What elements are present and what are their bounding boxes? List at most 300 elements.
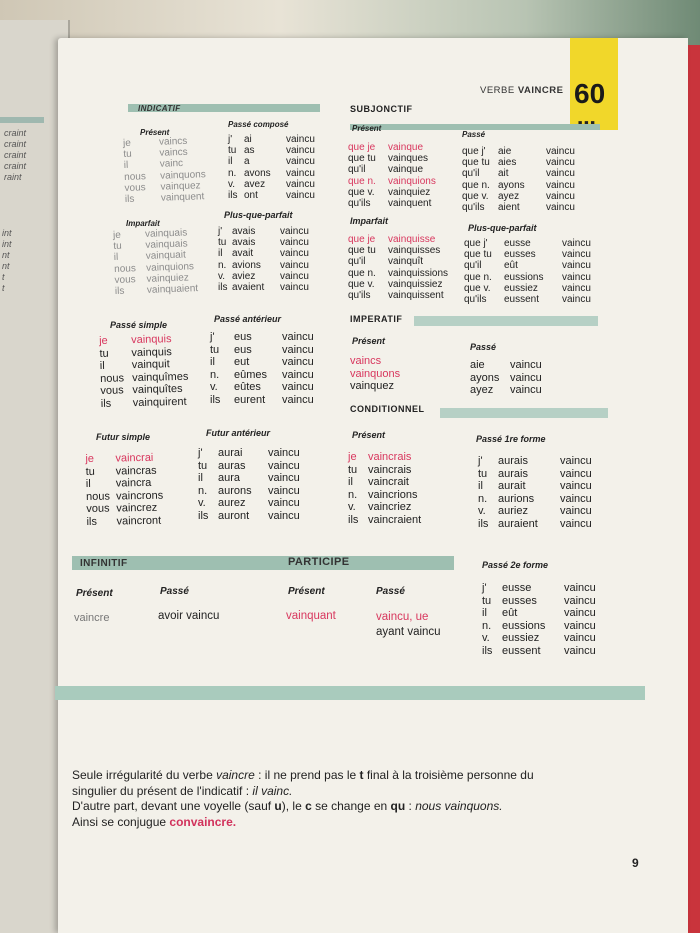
verb-form: vainquissiez bbox=[388, 278, 443, 290]
verb-form: vaincu bbox=[286, 178, 315, 190]
pronoun: v. bbox=[228, 178, 236, 190]
verb-form: vaincrez bbox=[116, 501, 158, 515]
pronoun: ils bbox=[482, 644, 493, 657]
pronoun: tu bbox=[482, 594, 492, 607]
pronoun: il bbox=[99, 359, 105, 373]
verb-form: vaincu bbox=[560, 517, 592, 530]
pronoun: que v. bbox=[464, 282, 491, 294]
inf-passe-value: avoir vaincu bbox=[158, 610, 220, 622]
verb-form: vainquent bbox=[388, 197, 432, 209]
verb-form: vainquions bbox=[388, 175, 436, 187]
pronoun: vous bbox=[124, 182, 146, 194]
left-page-text: raint bbox=[4, 172, 22, 182]
cond-passe2-title: Passé 2e forme bbox=[482, 560, 549, 570]
ind-imparfait-title: Imparfait bbox=[126, 219, 160, 228]
part-passe-label: Passé bbox=[376, 586, 405, 597]
pronoun: qu'il bbox=[464, 260, 482, 272]
pronoun: que n. bbox=[462, 179, 490, 191]
verb-form: vaincu bbox=[562, 249, 591, 261]
verb-form: vaincu bbox=[286, 167, 315, 179]
part-present-value: vainquant bbox=[286, 610, 336, 622]
pronoun: tu bbox=[348, 463, 358, 476]
subj-passe-title: Passé bbox=[462, 130, 486, 139]
verb-form: eûtes bbox=[234, 381, 261, 393]
pronoun: nous bbox=[124, 170, 147, 183]
verb-form: vaincu bbox=[546, 179, 575, 191]
verb-form: a bbox=[244, 156, 250, 168]
note-paragraph bbox=[72, 768, 652, 830]
left-page-text: craint bbox=[4, 150, 27, 160]
imp-present-title: Présent bbox=[352, 336, 386, 346]
inf-present-label: Présent bbox=[76, 588, 113, 599]
verb-form: eussions bbox=[502, 619, 546, 632]
verb-form: vaincs bbox=[350, 355, 382, 367]
verb-form: eussions bbox=[504, 271, 544, 283]
pronoun: que je bbox=[348, 142, 376, 153]
verb-form: vainques bbox=[388, 153, 429, 165]
verb-form: vainque bbox=[388, 164, 424, 176]
pronoun: ils bbox=[478, 517, 489, 530]
verb-form: aura bbox=[218, 472, 241, 484]
verb-form: vaincu bbox=[564, 632, 596, 644]
left-page-text: craint bbox=[4, 128, 27, 138]
pronoun: vous bbox=[100, 384, 124, 397]
pronoun: il bbox=[123, 160, 129, 172]
pronoun: nous bbox=[85, 490, 111, 503]
pronoun: ils bbox=[348, 513, 359, 526]
verb-form: vainquis bbox=[131, 345, 172, 359]
ind-fs-title: Futur simple bbox=[96, 432, 151, 442]
verb-form: vaincu bbox=[560, 505, 592, 517]
verb-form: ayons bbox=[498, 179, 525, 191]
ind-ps-table bbox=[98, 333, 189, 411]
pronoun: ils bbox=[210, 393, 221, 406]
verb-form: vaincriez bbox=[368, 501, 412, 513]
verb-form: vaincu bbox=[560, 492, 592, 505]
pronoun: il bbox=[228, 156, 233, 168]
verb-form: eussiez bbox=[504, 282, 538, 294]
pronoun: qu'ils bbox=[464, 293, 487, 305]
verb-form: avions bbox=[232, 259, 261, 271]
pronoun: il bbox=[85, 477, 91, 491]
verb-form: vaincu bbox=[560, 467, 592, 480]
pronoun: que n. bbox=[348, 175, 376, 187]
verb-form: vainquait bbox=[145, 249, 186, 263]
pronoun: v. bbox=[198, 497, 206, 509]
verb-form: vainquiez bbox=[146, 272, 189, 285]
pronoun: tu bbox=[198, 459, 208, 472]
verb-form: vainquit bbox=[131, 358, 170, 372]
pronoun: ils bbox=[218, 281, 228, 293]
verb-form: vainquons bbox=[159, 168, 206, 182]
pronoun: que v. bbox=[348, 186, 375, 198]
pronoun: que je bbox=[348, 234, 376, 245]
verb-form: vaincrons bbox=[115, 489, 164, 502]
subj-imparfait-title: Imparfait bbox=[350, 216, 389, 226]
pronoun: tu bbox=[478, 467, 488, 480]
part-passe-aux: ayant vaincu bbox=[376, 626, 441, 638]
verb-form: vaincu bbox=[546, 157, 575, 169]
verb-form: vaincront bbox=[116, 514, 162, 527]
pronoun: que n. bbox=[464, 271, 492, 283]
verb-form: vaincu bbox=[564, 607, 596, 619]
pronoun: nous bbox=[114, 262, 137, 275]
verb-form: vaincra bbox=[115, 476, 152, 490]
pronoun: que v. bbox=[348, 278, 375, 290]
pronoun: n. bbox=[348, 488, 358, 501]
pronoun: v. bbox=[482, 632, 490, 644]
ind-fa-title: Futur antérieur bbox=[206, 428, 271, 438]
verb-form: vaincu bbox=[564, 619, 596, 632]
pronoun: je bbox=[122, 137, 132, 150]
verb-form: vaincu bbox=[546, 146, 575, 157]
left-page-text: int bbox=[2, 239, 12, 249]
verb-form: vaincu bbox=[268, 509, 300, 522]
pronoun: qu'il bbox=[462, 168, 480, 180]
verb-form: vaincu bbox=[268, 497, 300, 509]
verb-form: eût bbox=[504, 260, 518, 272]
ind-pc-title: Passé composé bbox=[228, 120, 289, 129]
verb-form: vainquîtes bbox=[132, 382, 183, 397]
verb-form: vaincs bbox=[159, 146, 188, 159]
pronoun: nous bbox=[99, 371, 125, 385]
verb-form: vaincu bbox=[286, 189, 315, 201]
pronoun: vous bbox=[114, 274, 136, 286]
verb-form: vaincu bbox=[280, 248, 309, 260]
verb-form: avons bbox=[244, 167, 271, 179]
verb-form: vaincu bbox=[286, 134, 315, 145]
verb-form: eussiez bbox=[502, 632, 540, 644]
verb-form: vainquissent bbox=[388, 289, 444, 301]
verb-form: vaincu bbox=[268, 447, 300, 459]
verb-form: eussent bbox=[502, 644, 541, 657]
pronoun: tu bbox=[123, 148, 132, 161]
pronoun: il bbox=[482, 607, 487, 619]
verb-form: avais bbox=[232, 237, 256, 249]
verb-form: auras bbox=[218, 459, 246, 472]
left-page-text: nt bbox=[2, 261, 10, 271]
pronoun: que n. bbox=[348, 267, 376, 279]
verb-form: vaincu bbox=[282, 343, 314, 356]
left-page-text: craint bbox=[4, 139, 27, 149]
pronoun: vous bbox=[86, 502, 110, 515]
participe-title: PARTICIPE bbox=[288, 556, 350, 568]
verb-form: vaincu bbox=[510, 384, 542, 396]
verb-number: 60 bbox=[574, 78, 606, 109]
verb-form: vaincu bbox=[510, 371, 542, 384]
left-page-text: nt bbox=[2, 250, 10, 260]
note-line-3: D'autre part, devant une voyelle (sauf u), le c se change en qu : nous vainquons. bbox=[72, 799, 503, 813]
verb-form: vaincu bbox=[510, 359, 542, 371]
pronoun: n. bbox=[210, 368, 220, 381]
pronoun: j' bbox=[198, 447, 203, 459]
verb-form: eut bbox=[234, 356, 250, 368]
verb-form: vaincu bbox=[560, 480, 592, 492]
imp-passe-title: Passé bbox=[470, 342, 497, 352]
ind-present-title: Présent bbox=[140, 128, 170, 137]
verb-form: auraient bbox=[498, 517, 538, 530]
verb-form: aurez bbox=[218, 497, 246, 509]
verb-form: eusses bbox=[502, 594, 537, 607]
part-present-label: Présent bbox=[288, 586, 325, 597]
verb-form: vainc bbox=[159, 158, 184, 171]
verb-form: vainquîmes bbox=[131, 370, 189, 384]
pronoun: n. bbox=[218, 259, 227, 271]
verb-form: vaincu bbox=[564, 644, 596, 657]
pronoun: ayez bbox=[470, 384, 494, 396]
verb-form: vainquirent bbox=[132, 395, 187, 409]
verb-form: vaincu bbox=[282, 393, 314, 406]
verb-form: ait bbox=[498, 168, 509, 180]
indicatif-title: INDICATIF bbox=[138, 104, 181, 113]
verb-form: vaincu bbox=[562, 238, 591, 249]
pronoun: n. bbox=[482, 619, 492, 632]
imperatif-title: IMPERATIF bbox=[350, 314, 403, 324]
pronoun: ils bbox=[114, 285, 125, 297]
subj-present-title: Présent bbox=[352, 124, 382, 133]
verb-form: vaincu bbox=[280, 237, 309, 249]
page-title bbox=[480, 85, 563, 96]
left-page-text: int bbox=[2, 228, 12, 238]
pronoun: j' bbox=[210, 331, 215, 343]
verb-form: vaincu bbox=[546, 168, 575, 180]
verb-form: vaincu bbox=[268, 484, 300, 497]
pronoun: v. bbox=[210, 381, 218, 393]
verb-form: vainquisses bbox=[388, 245, 441, 257]
verb-form: vaincu bbox=[286, 145, 315, 157]
left-page-text: craint bbox=[4, 161, 27, 171]
ind-ps-title: Passé simple bbox=[110, 320, 168, 330]
part-passe-value: vaincu, ue bbox=[376, 611, 429, 623]
verb-number-tab bbox=[570, 38, 618, 130]
note-line-1: Seule irrégularité du verbe vaincre : il ne prend pas le t final à la troisième personne du bbox=[72, 768, 534, 782]
verb-form: vaincu bbox=[562, 271, 591, 283]
pronoun: aie bbox=[470, 359, 485, 371]
verb-form: vainquît bbox=[388, 256, 424, 268]
verb-form: ont bbox=[244, 189, 258, 201]
verb-form: avez bbox=[244, 178, 266, 190]
verb-form: vaincs bbox=[158, 135, 188, 148]
verb-form: vaincu bbox=[280, 270, 309, 282]
verb-form: ayez bbox=[498, 190, 520, 202]
pronoun: qu'ils bbox=[348, 289, 371, 301]
note-line-4: Ainsi se conjugue convaincre. bbox=[72, 814, 237, 829]
verb-form: vaincu bbox=[562, 282, 591, 294]
verb-form: vaincu bbox=[564, 582, 596, 594]
pronoun: je bbox=[348, 451, 357, 463]
pronoun: qu'ils bbox=[462, 201, 485, 213]
verb-form: aurions bbox=[498, 492, 535, 505]
verb-form: vaincrions bbox=[368, 488, 418, 501]
pronoun: il bbox=[210, 356, 215, 368]
pronoun: j' bbox=[228, 134, 233, 145]
ind-present-table bbox=[122, 135, 206, 205]
pronoun: tu bbox=[99, 347, 109, 360]
title-prefix: VERBE bbox=[480, 85, 515, 96]
bottom-band bbox=[55, 686, 645, 700]
verb-form: eurent bbox=[234, 393, 266, 406]
imperatif-band bbox=[414, 316, 598, 326]
verb-form: vaincu bbox=[560, 455, 592, 467]
verb-form: vainquiez bbox=[388, 186, 431, 198]
pronoun: que j' bbox=[464, 238, 488, 249]
page-number: 9 bbox=[632, 856, 639, 870]
pronoun: qu'ils bbox=[348, 197, 371, 209]
conditionnel-band bbox=[440, 408, 608, 418]
verb-form: eût bbox=[502, 607, 518, 619]
pronoun: ils bbox=[100, 397, 112, 410]
pronoun: tu bbox=[113, 240, 122, 253]
verb-form: avais bbox=[232, 226, 256, 237]
pronoun: je bbox=[112, 229, 122, 242]
verb-form: vainquis bbox=[130, 333, 172, 347]
inf-present-value: vaincre bbox=[74, 612, 110, 624]
verb-form: auriez bbox=[498, 505, 528, 517]
verb-form: vainquons bbox=[350, 367, 401, 380]
verb-form: vaincu bbox=[280, 259, 309, 271]
pronoun: n. bbox=[228, 167, 237, 179]
verb-form: vaincu bbox=[562, 260, 591, 272]
verb-form: ai bbox=[244, 134, 252, 145]
verb-form: vaincu bbox=[282, 356, 314, 368]
verb-form: aient bbox=[498, 201, 520, 213]
note-line-2: singulier du présent de l'indicatif : il vainc. bbox=[72, 783, 293, 798]
pronoun: j' bbox=[478, 455, 483, 467]
verb-form: vaincu bbox=[268, 459, 300, 472]
verb-form: vainquez bbox=[160, 180, 201, 193]
verb-form: aie bbox=[498, 146, 512, 157]
pronoun: que tu bbox=[462, 157, 490, 169]
verb-form: vainquissions bbox=[388, 267, 449, 279]
verb-form: eusse bbox=[504, 238, 531, 249]
pronoun: ils bbox=[124, 193, 135, 205]
verb-form: vainquisse bbox=[388, 234, 436, 245]
pronoun: que tu bbox=[348, 153, 376, 165]
cond-passe1-title: Passé 1re forme bbox=[476, 434, 546, 444]
pronoun: je bbox=[85, 452, 95, 466]
verb-form: aurai bbox=[218, 447, 243, 459]
verb-form: vaincu bbox=[546, 190, 575, 202]
verb-form: avaient bbox=[232, 281, 265, 293]
pronoun: tu bbox=[218, 237, 227, 249]
pronoun: ayons bbox=[470, 371, 500, 384]
verb-form: vaincrait bbox=[368, 476, 409, 488]
verb-form: vainquaient bbox=[146, 283, 199, 296]
subjonctif-title: SUBJONCTIF bbox=[350, 104, 413, 114]
pronoun: que v. bbox=[462, 190, 489, 202]
verb-form: avait bbox=[232, 248, 254, 260]
verb-form: auront bbox=[218, 509, 250, 522]
pronoun: que tu bbox=[348, 245, 376, 257]
ind-pqp-title: Plus-que-parfait bbox=[224, 210, 293, 220]
verb-form: aviez bbox=[232, 270, 256, 282]
pronoun: ils bbox=[228, 189, 238, 201]
subj-pqp-title: Plus-que-parfait bbox=[468, 223, 537, 233]
pronoun: il bbox=[478, 480, 483, 492]
verb-form: vainquez bbox=[350, 380, 395, 392]
verb-form: vaincu bbox=[282, 331, 314, 343]
pronoun: qu'il bbox=[348, 256, 366, 268]
pronoun: que tu bbox=[464, 249, 492, 261]
infinitif-participe-band bbox=[72, 556, 454, 570]
ind-pa-title: Passé antérieur bbox=[214, 314, 282, 324]
infinitif-title: INFINITIF bbox=[80, 558, 128, 569]
pronoun: qu'il bbox=[348, 164, 366, 176]
title-verb: VAINCRE bbox=[517, 85, 564, 96]
verb-form: vaincrais bbox=[368, 451, 412, 463]
verb-form: vaincu bbox=[286, 156, 315, 168]
verb-form: aurons bbox=[218, 484, 252, 497]
verb-form: aurais bbox=[498, 467, 528, 480]
verb-form: vaincu bbox=[562, 293, 591, 305]
verb-form: as bbox=[244, 145, 255, 157]
pronoun: il bbox=[218, 248, 223, 260]
left-page-text: t bbox=[2, 272, 5, 282]
pronoun: que j' bbox=[462, 146, 486, 157]
pronoun: tu bbox=[228, 145, 237, 157]
pronoun: n. bbox=[478, 492, 488, 505]
pronoun: il bbox=[348, 476, 353, 488]
verb-form: eus bbox=[234, 343, 252, 356]
verb-form: eusses bbox=[504, 249, 536, 261]
verb-form: aurais bbox=[498, 455, 528, 467]
ind-fs-table bbox=[85, 451, 164, 529]
verb-form: vaincu bbox=[564, 594, 596, 607]
pronoun: je bbox=[98, 334, 108, 348]
verb-form: vainquent bbox=[160, 191, 205, 204]
verb-form: vaincu bbox=[268, 472, 300, 484]
verb-form: vainquais bbox=[144, 227, 188, 240]
verb-form: aurait bbox=[498, 480, 526, 492]
verb-form: eûmes bbox=[234, 368, 268, 381]
verb-form: vaincrai bbox=[115, 451, 154, 465]
inf-passe-label: Passé bbox=[160, 586, 189, 597]
pronoun: j' bbox=[218, 226, 223, 237]
verb-form: eussent bbox=[504, 293, 540, 305]
cond-present-title: Présent bbox=[352, 430, 386, 440]
book-page bbox=[58, 38, 688, 933]
pronoun: v. bbox=[478, 505, 486, 517]
pronoun: ils bbox=[198, 509, 209, 522]
verb-form: vaincu bbox=[282, 381, 314, 393]
left-page-band bbox=[0, 117, 44, 123]
verb-form: vaincu bbox=[280, 226, 309, 237]
pronoun: il bbox=[198, 472, 203, 484]
verb-form: eus bbox=[234, 331, 252, 343]
pronoun: j' bbox=[482, 582, 487, 594]
verb-form: vainquions bbox=[145, 260, 195, 274]
ind-imparfait-table bbox=[112, 227, 199, 297]
verb-form: vainquais bbox=[145, 238, 188, 252]
verb-form: vaincrais bbox=[368, 463, 412, 476]
verb-form: vaincu bbox=[546, 201, 575, 213]
verb-form: vaincu bbox=[282, 368, 314, 381]
verb-form: vaincu bbox=[280, 281, 309, 293]
verb-form: vaincras bbox=[115, 464, 157, 477]
verb-form: vaincraient bbox=[368, 513, 422, 526]
pronoun: ils bbox=[86, 515, 98, 528]
left-page-text: t bbox=[2, 283, 5, 293]
pronoun: tu bbox=[85, 465, 95, 478]
pronoun: n. bbox=[198, 484, 208, 497]
pronoun: v. bbox=[218, 270, 226, 282]
conditionnel-title: CONDITIONNEL bbox=[350, 404, 425, 414]
pronoun: il bbox=[113, 252, 119, 264]
verb-form: vainque bbox=[388, 142, 424, 153]
pronoun: tu bbox=[210, 343, 220, 356]
verb-form: aies bbox=[498, 157, 517, 169]
pronoun: v. bbox=[348, 501, 356, 513]
